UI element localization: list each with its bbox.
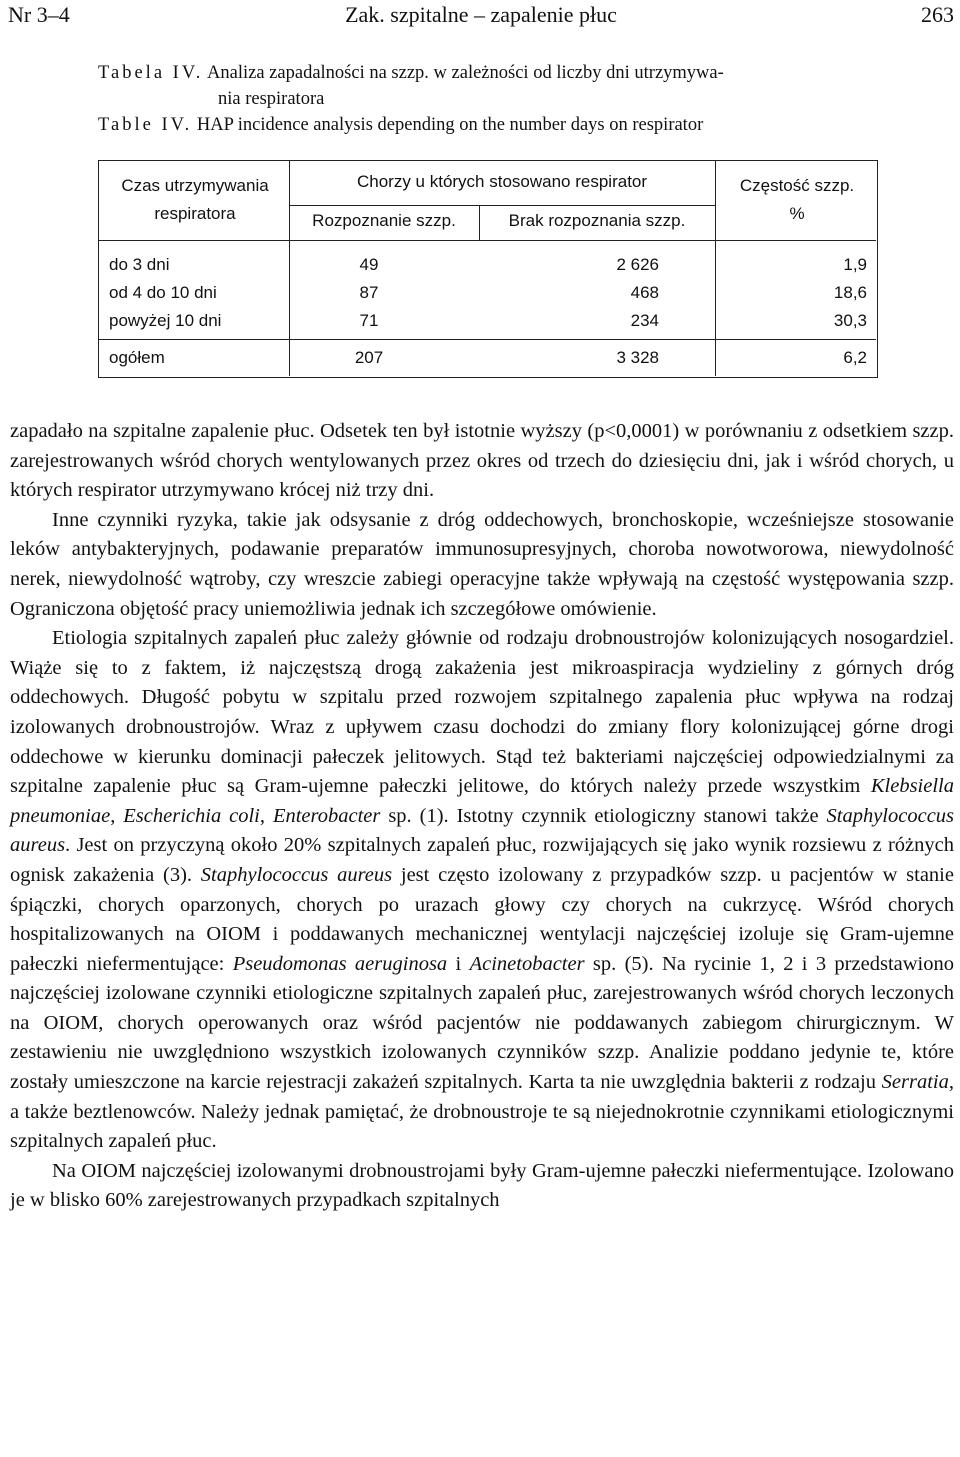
species-name: Staphylococcus aureus — [10, 804, 955, 857]
incidence-table — [98, 160, 878, 378]
body-text — [10, 417, 954, 1216]
row-period: powyżej 10 dni — [109, 311, 222, 330]
text-run: . Jest on przyczyną około 20% szpitalnych zapaleń płuc, rozwijających się jako wynik rozsiewu z różnych ognisk zakażenia (3). — [10, 834, 954, 886]
text-run: i — [447, 952, 470, 975]
species-name: Pseudomonas aeruginosa — [232, 952, 448, 975]
total-diagnosed: 207 — [354, 348, 384, 367]
species-name: Serratia — [881, 1071, 949, 1094]
species-name: Escherichia coli — [123, 804, 260, 827]
text-run: jest często izolowany z przypadków szzp. u pacjentów w stanie śpiączki, chorych oparzonych, chorych po urazach głowy czy chorych na cukrzycę. Wśród chorych hospitalizowanych na OIOM i poddawanych mechanicznej wentylacji najczęściej izoluje się Gram-ujemne pałeczki niefermentujące: — [10, 863, 954, 975]
table-rule — [289, 205, 715, 206]
row-rate: 30,3 — [833, 311, 867, 330]
total-not-diagnosed: 3 328 — [616, 348, 659, 367]
text-run: Etiologia szpitalnych zapaleń płuc zależy głównie od rodzaju drobnoustrojów kolonizujących nosogardziel. Wiąże się to z faktem, iż najczęstszą drogą zakażenia jest mikroaspiracja wydzieliny z górnych dróg oddechowych. Długość pobytu w szpitalu przed rozwojem szpitalnego zapalenia płuc wpływa na rodzaj izolowanych drobnoustrojów. Wraz z upływem czasu dochodzi do zmiany flory kolonizującej górne drogi oddechowe w kierunku dominacji pałeczek jelitowych. Stąd też bakteriami najczęściej odpowiedzialnymi za szpitalne zapalenie płuc są Gram-ujemne pałeczki jelitowe, do których należy przede wszystkim — [10, 627, 954, 798]
species-name: Enterobacter — [272, 804, 381, 827]
col-header-rate-2: % — [789, 204, 805, 223]
species-name: Acinetobacter — [469, 952, 585, 975]
text-run: , a także beztlenowców. Należy jednak pamiętać, że drobnoustroje te są niejednokrotnie czynnikami etiologicznymi szpitalnych zapaleń płuc. — [10, 1071, 954, 1153]
table-rule — [99, 339, 876, 340]
text-run: , — [110, 804, 124, 827]
total-rate: 6,2 — [843, 348, 867, 367]
text-run: sp. (5). Na rycinie 1, 2 i 3 przedstawiono najczęściej izolowane czynniki etiologiczne szpitalnych zapaleń płuc, zarejestrowanych wśród chorych leczonych na OIOM, chorych operowanych oraz wśród pacjentów nie poddawanych zabiegom chirurgicznym. W zestawieniu nie uwzględniono wszystkich izolowanych czynników szzp. Analizie poddano jedynie te, które zostały umieszczone na karcie rejestracji zakażeń szpitalnych. Karta ta nie uwzględnia bakterii z rodzaju — [10, 952, 954, 1094]
col-header-rate-1: Częstość szzp. — [739, 176, 855, 195]
col-header-diagnosed: Rozpoznanie szzp. — [312, 211, 456, 230]
row-not-diagnosed: 468 — [630, 283, 659, 302]
col-header-not-diagnosed: Brak rozpoznania szzp. — [508, 211, 686, 230]
table-rule — [99, 240, 876, 241]
row-period: od 4 do 10 dni — [109, 283, 217, 302]
group-header: Chorzy u których stosowano respirator — [356, 172, 648, 191]
caption-pl-label: Tabela IV. — [98, 63, 204, 83]
row-rate: 1,9 — [843, 255, 867, 274]
row-not-diagnosed: 234 — [630, 311, 659, 330]
paragraph: Na OIOM najczęściej izolowanymi drobnoustrojami były Gram-ujemne pałeczki niefermentujące. Izolowano je w blisko 60% zarejestrowanych przypadkach szpitalnych — [10, 1159, 954, 1212]
issue-number: Nr 3–4 — [8, 2, 70, 27]
running-header — [8, 2, 954, 32]
caption-en-text: HAP incidence analysis depending on the number days on respirator — [196, 115, 704, 135]
caption-pl-line2: nia respiratora — [218, 89, 325, 109]
caption-pl-text: Analiza zapadalności na szzp. w zależności od liczby dni utrzymywa- — [207, 63, 724, 83]
row-rate: 18,6 — [833, 283, 867, 302]
running-title: Zak. szpitalne – zapalenie płuc — [345, 2, 617, 27]
paragraph — [10, 624, 954, 1157]
page-number: 263 — [921, 2, 954, 27]
row-diagnosed: 49 — [359, 255, 379, 274]
species-name: Staphylococcus aureus — [200, 863, 393, 886]
col-header-duration-2: respiratora — [154, 204, 236, 223]
row-diagnosed: 71 — [359, 311, 379, 330]
row-period: do 3 dni — [109, 255, 170, 274]
row-not-diagnosed: 2 626 — [616, 255, 659, 274]
table-caption — [98, 60, 938, 138]
caption-en-line — [98, 112, 938, 138]
text-run: , — [259, 804, 273, 827]
caption-en-label: Table IV. — [98, 115, 193, 135]
total-period: ogółem — [109, 348, 165, 367]
paragraph: zapadało na szpitalne zapalenie płuc. Odsetek ten był istotnie wyższy (p<0,0001) w porównaniu z odsetkiem szzp. zarejestrowanych wśród chorych wentylowanych przez okres od trzech do dziesięciu dni, jak i wśród chorych, u których respirator utrzymywano krócej niż trzy dni. — [10, 420, 954, 502]
row-diagnosed: 87 — [359, 283, 379, 302]
col-header-duration-1: Czas utrzymywania — [121, 176, 269, 195]
text-run: sp. (1). Istotny czynnik etiologiczny stanowi także — [380, 804, 827, 827]
paragraph: Inne czynniki ryzyka, takie jak odsysanie z dróg oddechowych, bronchoskopie, wcześniejsze stosowanie leków antybakteryjnych, podawanie preparatów immunosupresyjnych, choroba nowotworowa, niewydolność nerek, niewydolność wątroby, czy wreszcie zabiegi operacyjne także wpływają na częstość występowania szzp. Ograniczona objętość pracy uniemożliwia jednak ich szczegółowe omówienie. — [10, 508, 954, 620]
species-name: Klebsiella pneumoniae — [10, 775, 954, 827]
caption-pl-line1 — [98, 60, 938, 86]
